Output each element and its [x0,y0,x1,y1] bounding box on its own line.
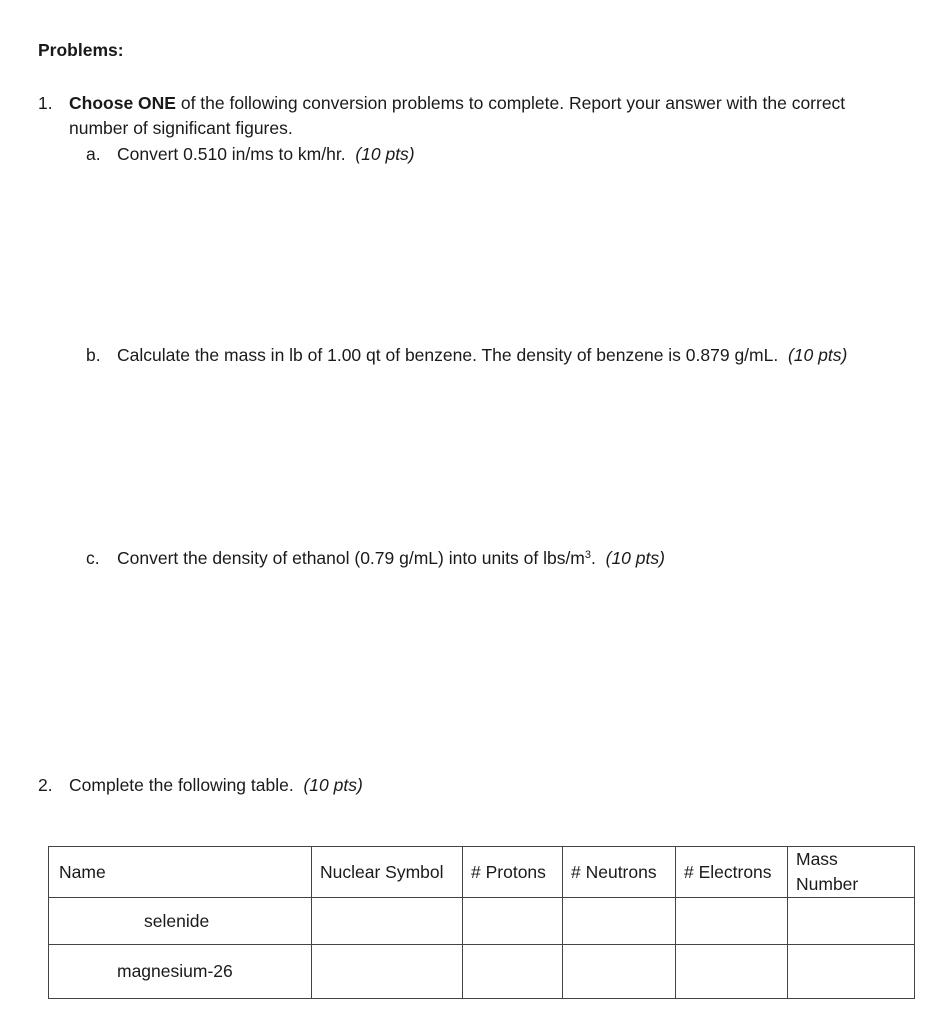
part-a-points: (10 pts) [355,144,415,164]
part-b-letter: b. [86,345,101,365]
header-mass-number [788,847,915,898]
row-1-protons-cell[interactable] [463,898,563,945]
problem-2-number: 2. [38,775,53,795]
problem-1-lead: Choose ONE [69,93,176,113]
table-header-row [49,847,915,898]
row-2-protons-cell[interactable] [463,945,563,999]
page-heading: Problems: [38,40,124,60]
part-c [117,548,665,569]
header-neutrons: # Neutrons [563,847,676,898]
part-b [117,345,847,366]
part-c-letter: c. [86,548,100,568]
problem-1-text-1: of the following conversion problems to complete. Report your answer with the correct [175,93,846,113]
part-b-text: Calculate the mass in lb of 1.00 qt of benzene. The density of benzene is 0.879 g/mL. [117,345,779,365]
header-mass-line-2: Number [796,874,859,894]
row-2-name: magnesium-26 [49,945,312,999]
table-row [49,898,915,945]
row-2-nuclear-symbol-cell[interactable] [312,945,463,999]
part-c-text: Convert the density of ethanol (0.79 g/mL) into units of lbs/m [117,548,585,568]
row-2-mass-number-cell[interactable] [788,945,915,999]
problem-2-text: Complete the following table. [69,775,294,795]
problem-2-points: (10 pts) [303,775,363,795]
row-2-electrons-cell[interactable] [676,945,788,999]
problem-1-line-1 [69,93,845,114]
row-1-mass-number-cell[interactable] [788,898,915,945]
row-1-nuclear-symbol-cell[interactable] [312,898,463,945]
header-name: Name [49,847,312,898]
problem-1-line-2: number of significant figures. [69,118,293,138]
row-1-name: selenide [49,898,312,945]
header-electrons: # Electrons [676,847,788,898]
part-c-points: (10 pts) [605,548,665,568]
problem-2 [69,775,363,796]
header-mass-line-1: Mass [796,849,838,869]
part-a-text: Convert 0.510 in/ms to km/hr. [117,144,346,164]
problem-1-number: 1. [38,93,53,113]
table-row [49,945,915,999]
part-c-superscript: 3 [584,549,592,561]
part-a-letter: a. [86,144,101,164]
part-a [117,144,415,165]
row-2-neutrons-cell[interactable] [563,945,676,999]
row-1-neutrons-cell[interactable] [563,898,676,945]
header-nuclear-symbol: Nuclear Symbol [312,847,463,898]
part-c-text-end: . [591,548,596,568]
header-protons: # Protons [463,847,563,898]
part-b-points: (10 pts) [787,345,848,365]
isotope-table [48,846,915,999]
row-1-electrons-cell[interactable] [676,898,788,945]
